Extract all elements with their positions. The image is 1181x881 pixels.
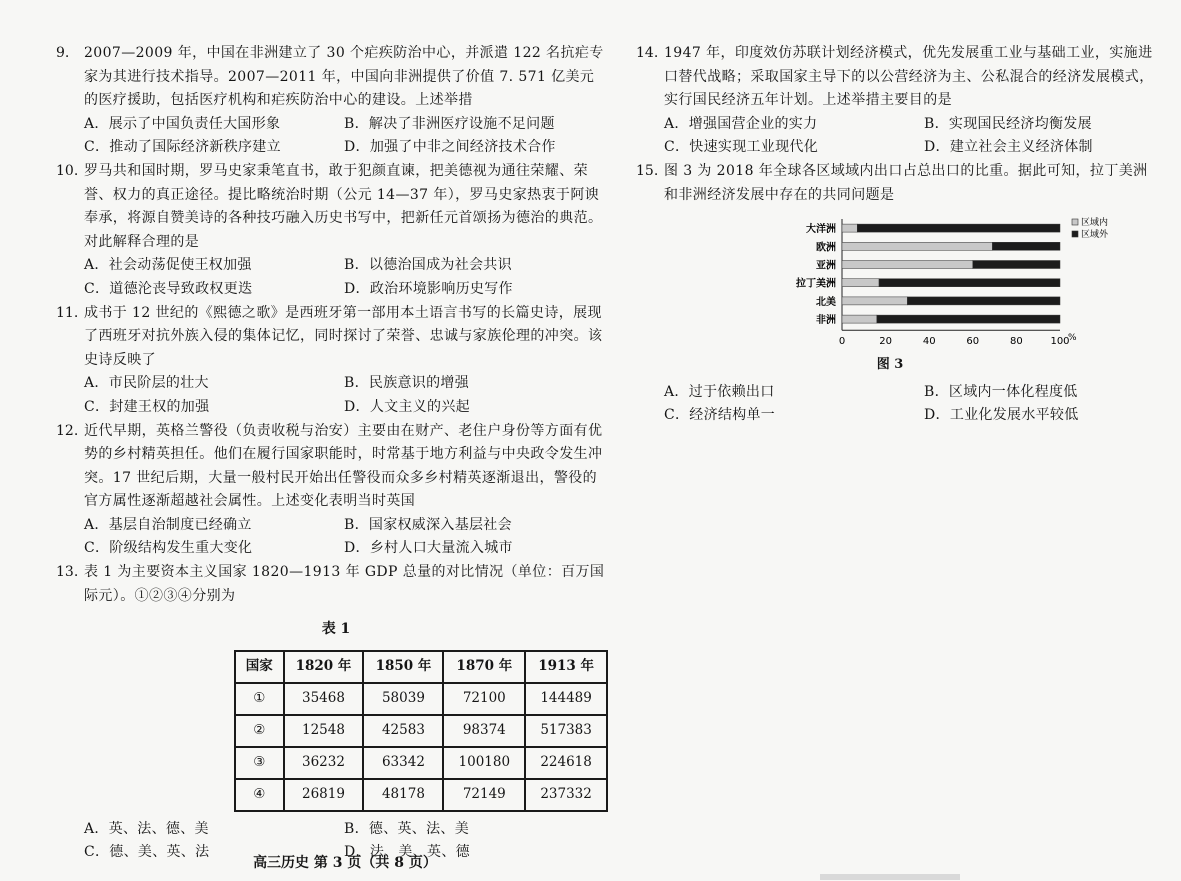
table-title: 表 1 <box>321 621 351 638</box>
question-stem: 罗马共和国时期，罗马史家秉笔直书，敢于犯颜直谏，把美德视为通往荣耀、荣誉、权力的真正途径。提比略统治时期（公元 14—37 年），罗马史家热衷于阿谀奉承，将源自赞美诗的各种技巧融入历史书写中，把新任元首颂扬为德治的典范。对此解释合理的是 <box>84 162 603 250</box>
table-cell: 237332 <box>525 779 607 811</box>
table-cell: 26819 <box>284 779 364 811</box>
option-A[interactable]: A．过于依赖出口 <box>664 383 775 400</box>
bar-extra-3 <box>879 279 1060 287</box>
question-number: 13. <box>56 564 79 581</box>
option-A[interactable]: A．社会动荡促使王权加强 <box>84 257 252 274</box>
table-header: 国家 <box>235 651 284 683</box>
table-cell: 100180 <box>443 747 525 779</box>
option-D[interactable]: D．人文主义的兴起 <box>344 398 470 415</box>
figure-3-chart <box>724 215 1181 351</box>
table-cell: 72100 <box>443 683 525 715</box>
question-14 <box>636 42 1156 160</box>
table-cell: 48178 <box>363 779 443 811</box>
x-unit-label: % <box>1068 333 1077 344</box>
x-tick-label: 60 <box>966 336 980 348</box>
table-header: 1850 年 <box>363 651 443 683</box>
x-tick-label: 100 <box>1050 336 1070 348</box>
option-B[interactable]: B．解决了非洲医疗设施不足问题 <box>344 115 555 132</box>
table-cell: 42583 <box>363 715 443 747</box>
x-tick-label: 20 <box>879 336 892 348</box>
table-row <box>235 715 607 747</box>
bar-extra-5 <box>877 315 1060 323</box>
table-cell: 72149 <box>443 779 525 811</box>
option-C[interactable]: C．道德沦丧导致政权更迭 <box>84 280 253 297</box>
option-D[interactable]: D．法、美、英、德 <box>344 844 470 861</box>
answer-options <box>84 113 608 160</box>
option-A[interactable]: A．增强国营企业的实力 <box>664 115 818 132</box>
category-label: 非洲 <box>816 315 836 327</box>
bar-intra-2 <box>842 261 973 269</box>
bar-intra-0 <box>842 224 857 232</box>
option-D[interactable]: D．加强了中非之间经济技术合作 <box>344 139 556 156</box>
left-column <box>56 42 608 865</box>
option-D[interactable]: D．乡村人口大量流入城市 <box>344 540 513 557</box>
x-tick-label: 40 <box>922 336 936 348</box>
option-B[interactable]: B．民族意识的增强 <box>344 375 469 392</box>
option-B[interactable]: B．实现国民经济均衡发展 <box>924 115 1092 132</box>
legend-label: 区域外 <box>1081 230 1109 241</box>
table-cell: ③ <box>235 747 284 779</box>
question-number: 10. <box>56 162 79 179</box>
option-C[interactable]: C．推动了国际经济新秩序建立 <box>84 139 281 156</box>
question-10 <box>56 160 608 302</box>
table-cell: 144489 <box>525 683 607 715</box>
table-cell: 517383 <box>525 715 607 747</box>
table-header: 1870 年 <box>443 651 525 683</box>
bar-intra-5 <box>842 315 877 323</box>
option-C[interactable]: C．经济结构单一 <box>664 407 776 424</box>
option-C[interactable]: C．阶级结构发生重大变化 <box>84 540 253 557</box>
option-C[interactable]: C．德、美、英、法 <box>84 844 210 861</box>
bar-intra-1 <box>842 242 992 250</box>
legend-swatch <box>1072 231 1078 237</box>
option-B[interactable]: B．德、英、法、美 <box>344 820 469 837</box>
table-row <box>235 683 607 715</box>
scan-smudge <box>820 874 960 880</box>
option-B[interactable]: B．区域内一体化程度低 <box>924 383 1078 400</box>
question-stem: 表 1 为主要资本主义国家 1820—1913 年 GDP 总量的对比情况（单位：百万国际元）。①②③④分别为 <box>84 564 605 604</box>
category-label: 大洋洲 <box>806 224 836 236</box>
bar-extra-2 <box>973 261 1060 269</box>
option-C[interactable]: C．封建王权的加强 <box>84 398 210 415</box>
option-A[interactable]: A．基层自治制度已经确立 <box>84 516 252 533</box>
option-A[interactable]: A．市民阶层的壮大 <box>84 375 209 392</box>
bar-extra-0 <box>857 224 1060 232</box>
table-cell: 36232 <box>284 747 364 779</box>
option-D[interactable]: D．建立社会主义经济体制 <box>924 139 1093 156</box>
bar-intra-4 <box>842 297 907 305</box>
table-row <box>235 779 607 811</box>
option-D[interactable]: D．工业化发展水平较低 <box>924 407 1079 424</box>
answer-options <box>84 254 608 301</box>
category-label: 亚洲 <box>816 260 836 272</box>
bar-extra-1 <box>992 242 1060 250</box>
table-row <box>235 747 607 779</box>
bar-intra-3 <box>842 279 879 287</box>
legend-swatch <box>1072 219 1078 225</box>
question-stem: 成书于 12 世纪的《熙德之歌》是西班牙第一部用本土语言书写的长篇史诗，展现了西班牙对抗外族入侵的集体记忆，同时探讨了荣誉、忠诚与家族伦理的冲突。该史诗反映了 <box>84 304 603 368</box>
table-cell: 12548 <box>284 715 364 747</box>
question-stem: 近代早期，英格兰警役（负责收税与治安）主要由在财产、老住户身份等方面有优势的乡村精英担任。他们在履行国家职能时，时常基于地方利益与中央政令发生冲突。17 世纪后期，大量一般村民开始出任警役而众多乡村精英逐渐退出，警役的官方属性逐渐超越社会属性。上述变化表明当时英国 <box>84 422 603 510</box>
question-stem: 1947 年，印度效仿苏联计划经济模式，优先发展重工业与基础工业，实施进口替代战略；采取国家主导下的以公营经济为主、公私混合的经济发展模式，实行国民经济五年计划。上述举措主要目的是 <box>664 45 1154 109</box>
table-cell: 63342 <box>363 747 443 779</box>
question-13 <box>56 561 608 865</box>
right-column <box>636 42 1156 428</box>
question-stem: 2007—2009 年，中国在非洲建立了 30 个疟疾防治中心，并派遣 122 名抗疟专家为其进行技术指导。2007—2011 年，中国向非洲提供了价值 7. 571 亿美元的医疗援助，包括医疗机构和疟疾防治中心的建设。上述举措 <box>84 45 604 109</box>
question-11 <box>56 302 608 420</box>
table-cell: 98374 <box>443 715 525 747</box>
question-15 <box>636 160 1156 428</box>
x-tick-label: 80 <box>1010 336 1023 348</box>
question-number: 15. <box>636 162 659 179</box>
answer-options <box>664 381 1156 428</box>
legend-label: 区域内 <box>1081 218 1109 229</box>
option-A[interactable]: A．展示了中国负责任大国形象 <box>84 115 281 132</box>
category-label: 拉丁美洲 <box>796 278 836 290</box>
table-1 <box>84 618 608 812</box>
table-cell: ② <box>235 715 284 747</box>
category-label: 欧洲 <box>816 242 836 254</box>
category-label: 北美 <box>816 297 836 309</box>
figure-caption: 图 3 <box>876 357 904 373</box>
table-cell: 35468 <box>284 683 364 715</box>
bar-extra-4 <box>907 297 1060 305</box>
answer-options <box>664 113 1156 160</box>
gdp-table <box>234 650 608 812</box>
question-12 <box>56 420 608 562</box>
question-number: 14. <box>636 45 659 61</box>
x-tick-label: 0 <box>838 336 846 348</box>
question-9 <box>56 42 608 160</box>
question-number: 9. <box>56 45 70 61</box>
question-number: 11. <box>56 304 79 321</box>
table-cell: 58039 <box>363 683 443 715</box>
table-cell: ① <box>235 683 284 715</box>
option-A[interactable]: A．英、法、德、美 <box>84 820 209 837</box>
table-header: 1820 年 <box>284 651 364 683</box>
table-header: 1913 年 <box>525 651 607 683</box>
option-B[interactable]: B．国家权威深入基层社会 <box>344 516 512 533</box>
option-D[interactable]: D．政治环境影响历史写作 <box>344 280 513 297</box>
table-cell: ④ <box>235 779 284 811</box>
answer-options <box>84 514 608 561</box>
table-cell: 224618 <box>525 747 607 779</box>
option-B[interactable]: B．以德治国成为社会共识 <box>344 257 512 274</box>
question-stem: 图 3 为 2018 年全球各区域域内出口占总出口的比重。据此可知，拉丁美洲和非洲经济发展中存在的共同问题是 <box>664 162 1148 203</box>
answer-options <box>84 372 608 419</box>
question-number: 12. <box>56 422 79 439</box>
page-footer: 高三历史 第 3 页（共 8 页） <box>253 855 437 871</box>
option-C[interactable]: C．快速实现工业现代化 <box>664 139 819 156</box>
